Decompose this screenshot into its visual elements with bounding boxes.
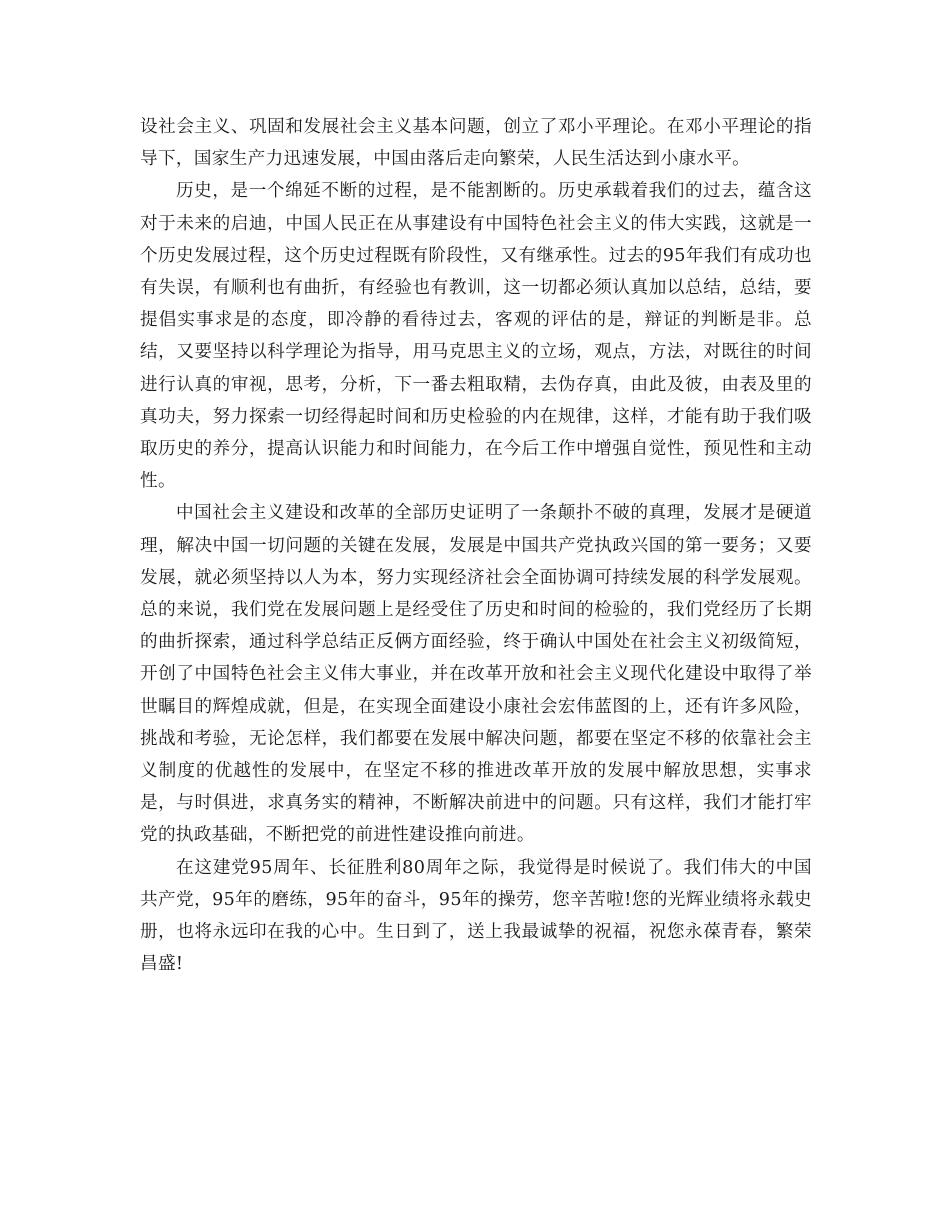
paragraph-continuation: 设社会主义、巩固和发展社会主义基本问题，创立了邓小平理论。在邓小平理论的指导下，国家生产力迅速发展，中国由落后走向繁荣，人民生活达到小康水平。 xyxy=(140,117,812,170)
paragraph-history: 历史，是一个绵延不断的过程，是不能割断的。历史承载着我们的过去，蕴含这对于未来的启迪，中国人民正在从事建设有中国特色社会主义的伟大实践，这就是一个历史发展过程，这个历史过程既有阶段性，又有继承性。过去的95年我们有成功也有失误，有顺利也有曲折，有经验也有教训，这一切都必须认真加以总结，总结，要提倡实事求是的态度，即冷静的看待过去，客观的评估的是，辩证的判断是非。总结，又要坚持以科学理论为指导，用马克思主义的立场，观点，方法，对既往的时间进行认真的审视，思考，分析，下一番去粗取精，去伪存真，由此及彼，由表及里的真功夫，努力探索一切经得起时间和历史检验的内在规律，这样，才能有助于我们吸取历史的养分，提高认识能力和时间能力，在今后工作中增强自觉性，预见性和主动性。 xyxy=(140,181,812,492)
paragraph-development: 中国社会主义建设和改革的全部历史证明了一条颠扑不破的真理，发展才是硬道理，解决中国一切问题的关键在发展，发展是中国共产党执政兴国的第一要务；又要发展，就必须坚持以人为本，努力实现经济社会全面协调可持续发展的科学发展观。总的来说，我们党在发展问题上是经受住了历史和时间的检验的，我们党经历了长期的曲折探索，通过科学总结正反俩方面经验，终于确认中国处在社会主义初级简短，开创了中国特色社会主义伟大事业，并在改革开放和社会主义现代化建设中取得了举世瞩目的辉煌成就，但是，在实现全面建设小康社会宏伟蓝图的上，还有许多风险，挑战和考验，无论怎样，我们都要在发展中解决问题，都要在坚定不移的依靠社会主义制度的优越性的发展中，在坚定不移的推进改革开放的发展中解放思想，实事求是，与时俱进，求真务实的精神，不断解决前进中的问题。只有这样，我们才能打牢党的执政基础，不断把党的前进性建设推向前进。 xyxy=(140,503,812,846)
document-page xyxy=(140,111,812,980)
paragraph-anniversary: 在这建党95周年、长征胜利80周年之际，我觉得是时候说了。我们伟大的中国共产党，95年的磨练，95年的奋斗，95年的操劳，您辛苦啦!您的光辉业绩将永载史册，也将永远印在我的心中。生日到了，送上我最诚挚的祝福，祝您永葆青春，繁荣昌盛! xyxy=(140,857,812,975)
